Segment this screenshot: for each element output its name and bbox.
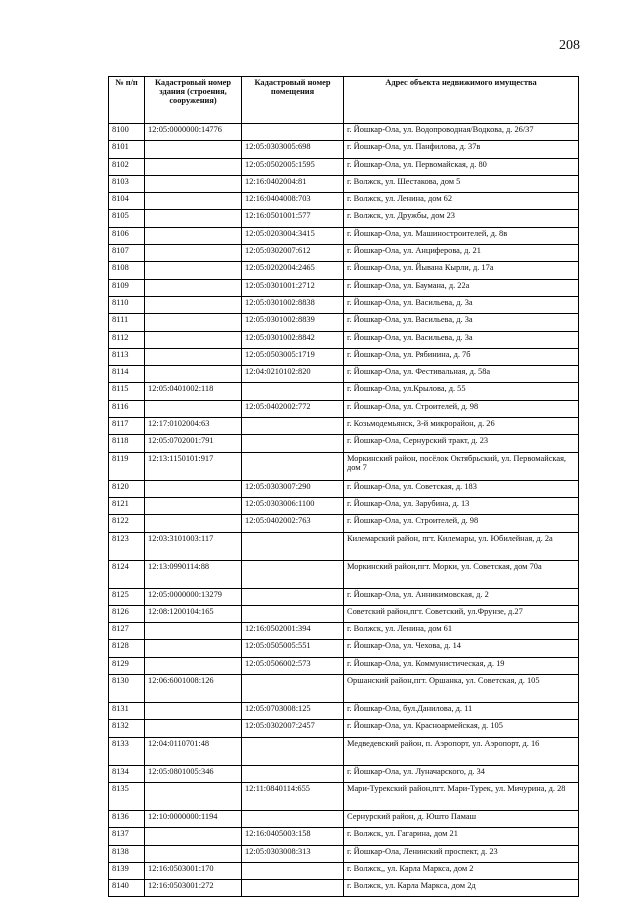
row-number-cell: 8121: [109, 497, 145, 514]
premise-cadastral-cell: [242, 675, 344, 703]
table-row: [109, 262, 579, 279]
address-cell: г. Йошкар-Ола, ул. Панфилова, д. 37в: [344, 141, 579, 158]
address-cell: г. Йошкар-Ола, ул. Строителей, д. 98: [344, 400, 579, 417]
building-cadastral-cell: 12:16:0503001:272: [145, 880, 242, 897]
table-row: [109, 227, 579, 244]
address-cell: г. Йошкар-Ола, ул. Водопроводная/Водкова, д. 26/37: [344, 124, 579, 141]
address-cell: г. Йошкар-Ола, ул. Коммунистическая, д. 19: [344, 657, 579, 674]
building-cadastral-cell: 12:05:0000000:14776: [145, 124, 242, 141]
row-number-cell: 8107: [109, 245, 145, 262]
row-number-cell: 8133: [109, 737, 145, 765]
row-number-cell: 8137: [109, 828, 145, 845]
row-number-cell: 8125: [109, 588, 145, 605]
premise-cadastral-cell: 12:16:0402004:81: [242, 175, 344, 192]
building-cadastral-cell: 12:13:1150101:917: [145, 452, 242, 480]
premise-cadastral-cell: [242, 810, 344, 827]
building-cadastral-cell: [145, 845, 242, 862]
building-cadastral-cell: [145, 720, 242, 737]
row-number-cell: 8100: [109, 124, 145, 141]
row-number-cell: 8128: [109, 640, 145, 657]
address-cell: г. Йошкар-Ола, ул. Васильева, д. 3а: [344, 314, 579, 331]
row-number-cell: 8113: [109, 348, 145, 365]
address-cell: Килемарский район, пгт. Килемары, ул. Юбилейная, д. 2а: [344, 532, 579, 560]
address-cell: г. Волжск,, ул. Карла Маркса, дом 2: [344, 862, 579, 879]
address-cell: Моркинский район,пгт. Морки, ул. Советская, дом 70а: [344, 560, 579, 588]
property-registry-table: [108, 76, 579, 897]
address-cell: Медведевский район, п. Аэропорт, ул. Аэропорт, д. 16: [344, 737, 579, 765]
row-number-cell: 8116: [109, 400, 145, 417]
row-number-cell: 8132: [109, 720, 145, 737]
premise-cadastral-cell: 12:05:0301002:8838: [242, 296, 344, 313]
table-row: [109, 810, 579, 827]
building-cadastral-cell: [145, 348, 242, 365]
address-cell: Сернурский район, д. Юшто Памаш: [344, 810, 579, 827]
premise-cadastral-cell: [242, 435, 344, 452]
row-number-cell: 8135: [109, 782, 145, 810]
building-cadastral-cell: [145, 193, 242, 210]
building-cadastral-cell: [145, 497, 242, 514]
premise-cadastral-cell: [242, 532, 344, 560]
table-row: [109, 862, 579, 879]
row-number-cell: 8103: [109, 175, 145, 192]
table-row: [109, 720, 579, 737]
address-cell: г. Йошкар-Ола, Сернурский тракт, д. 23: [344, 435, 579, 452]
row-number-cell: 8104: [109, 193, 145, 210]
address-cell: г. Волжск, ул. Ленина, дом 61: [344, 623, 579, 640]
premise-cadastral-cell: [242, 737, 344, 765]
row-number-cell: 8131: [109, 703, 145, 720]
address-cell: г. Волжск, ул. Карла Маркса, дом 2д: [344, 880, 579, 897]
table-row: [109, 480, 579, 497]
row-number-cell: 8102: [109, 158, 145, 175]
table-row: [109, 657, 579, 674]
building-cadastral-cell: 12:05:0801005:346: [145, 765, 242, 782]
premise-cadastral-cell: 12:04:0210102:820: [242, 366, 344, 383]
building-cadastral-cell: [145, 245, 242, 262]
address-cell: г. Волжск, ул. Дружбы, дом 23: [344, 210, 579, 227]
row-number-cell: 8109: [109, 279, 145, 296]
building-cadastral-cell: [145, 480, 242, 497]
row-number-cell: 8105: [109, 210, 145, 227]
building-cadastral-cell: 12:04:0110701:48: [145, 737, 242, 765]
row-number-cell: 8134: [109, 765, 145, 782]
address-cell: г. Йошкар-Ола, ул. Васильева, д. 3а: [344, 331, 579, 348]
building-cadastral-cell: [145, 158, 242, 175]
row-number-cell: 8117: [109, 418, 145, 435]
address-cell: г. Йошкар-Ола, ул. Машиностроителей, д. 8в: [344, 227, 579, 244]
building-cadastral-cell: [145, 515, 242, 532]
building-cadastral-cell: [145, 331, 242, 348]
premise-cadastral-cell: 12:05:0301002:8839: [242, 314, 344, 331]
address-cell: г. Йошкар-Ола, ул. Анциферова, д. 21: [344, 245, 579, 262]
premise-cadastral-cell: [242, 862, 344, 879]
table-row: [109, 366, 579, 383]
table-row: [109, 623, 579, 640]
premise-cadastral-cell: 12:05:0506002:573: [242, 657, 344, 674]
row-number-cell: 8130: [109, 675, 145, 703]
address-cell: г. Йошкар-Ола, ул. Йывана Кырли, д. 17а: [344, 262, 579, 279]
address-cell: Моркинский район, посёлок Октябрьский, ул. Первомайская, дом 7: [344, 452, 579, 480]
row-number-cell: 8114: [109, 366, 145, 383]
building-cadastral-cell: 12:06:6001008:126: [145, 675, 242, 703]
building-cadastral-cell: [145, 366, 242, 383]
building-cadastral-cell: 12:03:3101003:117: [145, 532, 242, 560]
address-cell: Советский район,пгт. Советский, ул.Фрунзе, д.27: [344, 605, 579, 622]
row-number-cell: 8139: [109, 862, 145, 879]
premise-cadastral-cell: 12:05:0301002:8842: [242, 331, 344, 348]
row-number-cell: 8138: [109, 845, 145, 862]
header-building-cadastral: Кадастровый номер здания (строения, сооружения): [145, 77, 242, 124]
table-row: [109, 245, 579, 262]
premise-cadastral-cell: 12:05:0303008:313: [242, 845, 344, 862]
building-cadastral-cell: [145, 623, 242, 640]
table-row: [109, 675, 579, 703]
address-cell: г. Йошкар-Ола, ул.Крылова, д. 55: [344, 383, 579, 400]
address-cell: г. Йошкар-Ола, ул. Красноармейская, д. 105: [344, 720, 579, 737]
table-row: [109, 605, 579, 622]
premise-cadastral-cell: 12:16:0405003:158: [242, 828, 344, 845]
building-cadastral-cell: [145, 782, 242, 810]
table-row: [109, 588, 579, 605]
building-cadastral-cell: [145, 210, 242, 227]
premise-cadastral-cell: 12:11:0840114:655: [242, 782, 344, 810]
table-row: [109, 210, 579, 227]
premise-cadastral-cell: [242, 605, 344, 622]
building-cadastral-cell: [145, 262, 242, 279]
building-cadastral-cell: 12:16:0503001:170: [145, 862, 242, 879]
premise-cadastral-cell: [242, 124, 344, 141]
table-row: [109, 515, 579, 532]
header-premise-cadastral: Кадастровый номер помещения: [242, 77, 344, 124]
premise-cadastral-cell: 12:16:0501001:577: [242, 210, 344, 227]
address-cell: Оршанский район,пгт. Оршанка, ул. Советская, д. 105: [344, 675, 579, 703]
building-cadastral-cell: [145, 400, 242, 417]
building-cadastral-cell: 12:13:0990114:88: [145, 560, 242, 588]
address-cell: Мари-Турекский район,пгт. Мари-Турек, ул. Мичурина, д. 28: [344, 782, 579, 810]
premise-cadastral-cell: 12:05:0402002:763: [242, 515, 344, 532]
row-number-cell: 8129: [109, 657, 145, 674]
address-cell: г. Йошкар-Ола, ул. Строителей, д. 98: [344, 515, 579, 532]
table-row: [109, 497, 579, 514]
building-cadastral-cell: [145, 703, 242, 720]
building-cadastral-cell: [145, 227, 242, 244]
row-number-cell: 8124: [109, 560, 145, 588]
table-row: [109, 383, 579, 400]
premise-cadastral-cell: 12:05:0202004:2465: [242, 262, 344, 279]
table-row: [109, 737, 579, 765]
row-number-cell: 8119: [109, 452, 145, 480]
premise-cadastral-cell: 12:05:0502005:1595: [242, 158, 344, 175]
premise-cadastral-cell: 12:05:0503005:1719: [242, 348, 344, 365]
premise-cadastral-cell: 12:05:0203004:3415: [242, 227, 344, 244]
header-address: Адрес объекта недвижимого имущества: [344, 77, 579, 124]
address-cell: г. Йошкар-Ола, бул.Данилова, д. 11: [344, 703, 579, 720]
building-cadastral-cell: [145, 141, 242, 158]
address-cell: г. Волжск, ул. Ленина, дом 62: [344, 193, 579, 210]
premise-cadastral-cell: 12:05:0303005:698: [242, 141, 344, 158]
table-row: [109, 418, 579, 435]
row-number-cell: 8140: [109, 880, 145, 897]
premise-cadastral-cell: [242, 418, 344, 435]
building-cadastral-cell: 12:05:0000000:13279: [145, 588, 242, 605]
address-cell: г. Йошкар-Ола, Ленинский проспект, д. 23: [344, 845, 579, 862]
table-row: [109, 193, 579, 210]
row-number-cell: 8126: [109, 605, 145, 622]
row-number-cell: 8115: [109, 383, 145, 400]
table-row: [109, 782, 579, 810]
row-number-cell: 8101: [109, 141, 145, 158]
premise-cadastral-cell: 12:16:0502001:394: [242, 623, 344, 640]
premise-cadastral-cell: [242, 560, 344, 588]
table-row: [109, 158, 579, 175]
table-row: [109, 175, 579, 192]
address-cell: г. Йошкар-Ола, ул. Анникимовская, д. 2: [344, 588, 579, 605]
premise-cadastral-cell: [242, 765, 344, 782]
table-row: [109, 765, 579, 782]
building-cadastral-cell: 12:05:0702001:791: [145, 435, 242, 452]
table-row: [109, 279, 579, 296]
address-cell: г. Йошкар-Ола, ул. Васильева, д. 3а: [344, 296, 579, 313]
row-number-cell: 8106: [109, 227, 145, 244]
premise-cadastral-cell: 12:05:0301001:2712: [242, 279, 344, 296]
address-cell: г. Йошкар-Ола, ул. Фестивальная, д. 58а: [344, 366, 579, 383]
address-cell: г. Волжск, ул. Гагарина, дом 21: [344, 828, 579, 845]
premise-cadastral-cell: 12:05:0302007:612: [242, 245, 344, 262]
address-cell: г. Йошкар-Ола, ул. Рябинина, д. 7б: [344, 348, 579, 365]
building-cadastral-cell: 12:05:0401002:118: [145, 383, 242, 400]
table-row: [109, 560, 579, 588]
row-number-cell: 8136: [109, 810, 145, 827]
premise-cadastral-cell: 12:05:0303006:1100: [242, 497, 344, 514]
address-cell: г. Йошкар-Ола, ул. Чехова, д. 14: [344, 640, 579, 657]
premise-cadastral-cell: 12:05:0302007:2457: [242, 720, 344, 737]
header-number: № п/п: [109, 77, 145, 124]
premise-cadastral-cell: 12:05:0402002:772: [242, 400, 344, 417]
premise-cadastral-cell: [242, 383, 344, 400]
premise-cadastral-cell: [242, 452, 344, 480]
building-cadastral-cell: [145, 314, 242, 331]
premise-cadastral-cell: 12:05:0703008:125: [242, 703, 344, 720]
premise-cadastral-cell: 12:05:0505005:551: [242, 640, 344, 657]
building-cadastral-cell: [145, 279, 242, 296]
row-number-cell: 8120: [109, 480, 145, 497]
premise-cadastral-cell: [242, 588, 344, 605]
row-number-cell: 8111: [109, 314, 145, 331]
address-cell: г. Йошкар-Ола, ул. Первомайская, д. 80: [344, 158, 579, 175]
table-row: [109, 435, 579, 452]
row-number-cell: 8122: [109, 515, 145, 532]
premise-cadastral-cell: [242, 880, 344, 897]
table-row: [109, 452, 579, 480]
table-row: [109, 880, 579, 897]
table-row: [109, 532, 579, 560]
building-cadastral-cell: 12:08:1200104:165: [145, 605, 242, 622]
page-number: 208: [559, 38, 580, 53]
premise-cadastral-cell: 12:05:0303007:290: [242, 480, 344, 497]
address-cell: г. Волжск, ул. Шестакова, дом 5: [344, 175, 579, 192]
building-cadastral-cell: [145, 640, 242, 657]
table-row: [109, 331, 579, 348]
building-cadastral-cell: [145, 175, 242, 192]
table-row: [109, 703, 579, 720]
address-cell: г. Йошкар-Ола, ул. Баумана, д. 22а: [344, 279, 579, 296]
building-cadastral-cell: [145, 828, 242, 845]
row-number-cell: 8118: [109, 435, 145, 452]
building-cadastral-cell: 12:17:0102004:63: [145, 418, 242, 435]
table-row: [109, 845, 579, 862]
row-number-cell: 8108: [109, 262, 145, 279]
table-row: [109, 828, 579, 845]
row-number-cell: 8110: [109, 296, 145, 313]
row-number-cell: 8123: [109, 532, 145, 560]
building-cadastral-cell: 12:10:0000000:1194: [145, 810, 242, 827]
table-header-row: [109, 77, 579, 124]
premise-cadastral-cell: 12:16:0404008:703: [242, 193, 344, 210]
table-row: [109, 400, 579, 417]
table-row: [109, 640, 579, 657]
row-number-cell: 8112: [109, 331, 145, 348]
table-row: [109, 141, 579, 158]
table-body: [109, 124, 579, 897]
address-cell: г. Йошкар-Ола, ул. Луначарского, д. 34: [344, 765, 579, 782]
table-row: [109, 124, 579, 141]
table-row: [109, 314, 579, 331]
address-cell: г. Йошкар-Ола, ул. Советская, д. 183: [344, 480, 579, 497]
building-cadastral-cell: [145, 657, 242, 674]
row-number-cell: 8127: [109, 623, 145, 640]
address-cell: г. Йошкар-Ола, ул. Зарубина, д. 13: [344, 497, 579, 514]
table-row: [109, 348, 579, 365]
building-cadastral-cell: [145, 296, 242, 313]
address-cell: г. Козьмодемьянск, 3-й микрорайон, д. 26: [344, 418, 579, 435]
table-row: [109, 296, 579, 313]
